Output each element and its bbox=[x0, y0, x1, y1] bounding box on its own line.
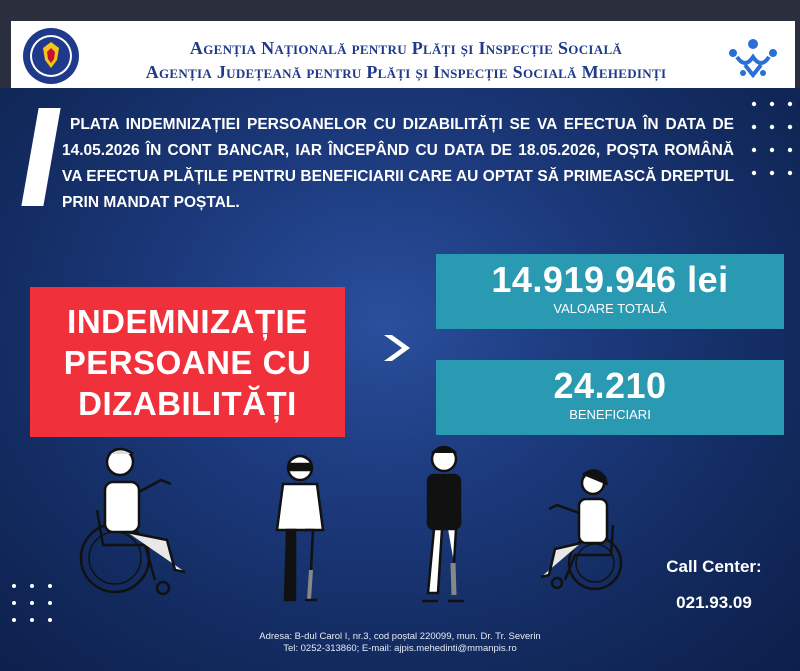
total-value: 14.919.946 lei bbox=[491, 259, 729, 300]
footer-contact bbox=[200, 631, 600, 655]
footer-phone-email[interactable]: Tel: 0252-313860; E-mail: ajpis.mehedinti@mmanpis.ro bbox=[283, 643, 517, 654]
call-center-label: Call Center: bbox=[666, 557, 762, 576]
call-center bbox=[644, 549, 784, 621]
headline-line: INDEMNIZAȚIE bbox=[67, 302, 308, 340]
wheelchair-man-illustration bbox=[75, 440, 195, 600]
beneficiaries-count: 24.210 bbox=[553, 365, 667, 406]
header-panel bbox=[11, 21, 795, 88]
beneficiaries-box bbox=[436, 360, 784, 435]
headline-line: PERSOANE CU bbox=[63, 343, 312, 381]
accent-slash bbox=[21, 108, 60, 206]
agency-national-title: Agenția Națională pentru Plăți și Inspecție Socială bbox=[189, 38, 623, 58]
woman-prosthetic-illustration bbox=[265, 450, 335, 610]
headline-line: DIZABILITĂȚI bbox=[78, 384, 297, 422]
total-value-box bbox=[436, 254, 784, 329]
government-seal-icon bbox=[21, 26, 81, 86]
footer-address: Adresa: B-dul Carol I, nr.3, cod poștal 220099, mun. Dr. Tr. Severin bbox=[259, 631, 541, 642]
chevron-right-icon bbox=[380, 333, 416, 363]
agency-people-icon bbox=[723, 35, 783, 79]
payment-notice: PLATA INDEMNIZAȚIEI PERSOANELOR CU DIZABILITĂȚI SE VA EFECTUA ÎN DATA DE 14.05.2026 ÎN CONT BANCAR, IAR ÎNCEPÂND CU DATA DE 18.05.2026, POȘTA ROMÂNĂ VA EFECTUA PLĂȚILE PENTRU BENEFICIARII CARE AU OPTAT SĂ PRIMEASCĂ DREPTUL PRIN MANDAT POȘTAL. bbox=[62, 116, 734, 211]
call-center-number[interactable]: 021.93.09 bbox=[676, 593, 752, 612]
agency-county-title: Agenția Județeană pentru Plăți și Inspecție Socială Mehedinți bbox=[145, 62, 667, 82]
headline-box bbox=[30, 287, 345, 437]
wheelchair-woman-illustration bbox=[535, 465, 630, 595]
decorative-dots bbox=[8, 580, 58, 626]
total-value-label: VALOARE TOTALĂ bbox=[553, 301, 667, 316]
beneficiaries-label: BENEFICIARI bbox=[569, 407, 651, 422]
man-prosthetic-illustration bbox=[408, 443, 478, 613]
header-bar bbox=[0, 0, 800, 88]
decorative-dots bbox=[748, 98, 796, 180]
